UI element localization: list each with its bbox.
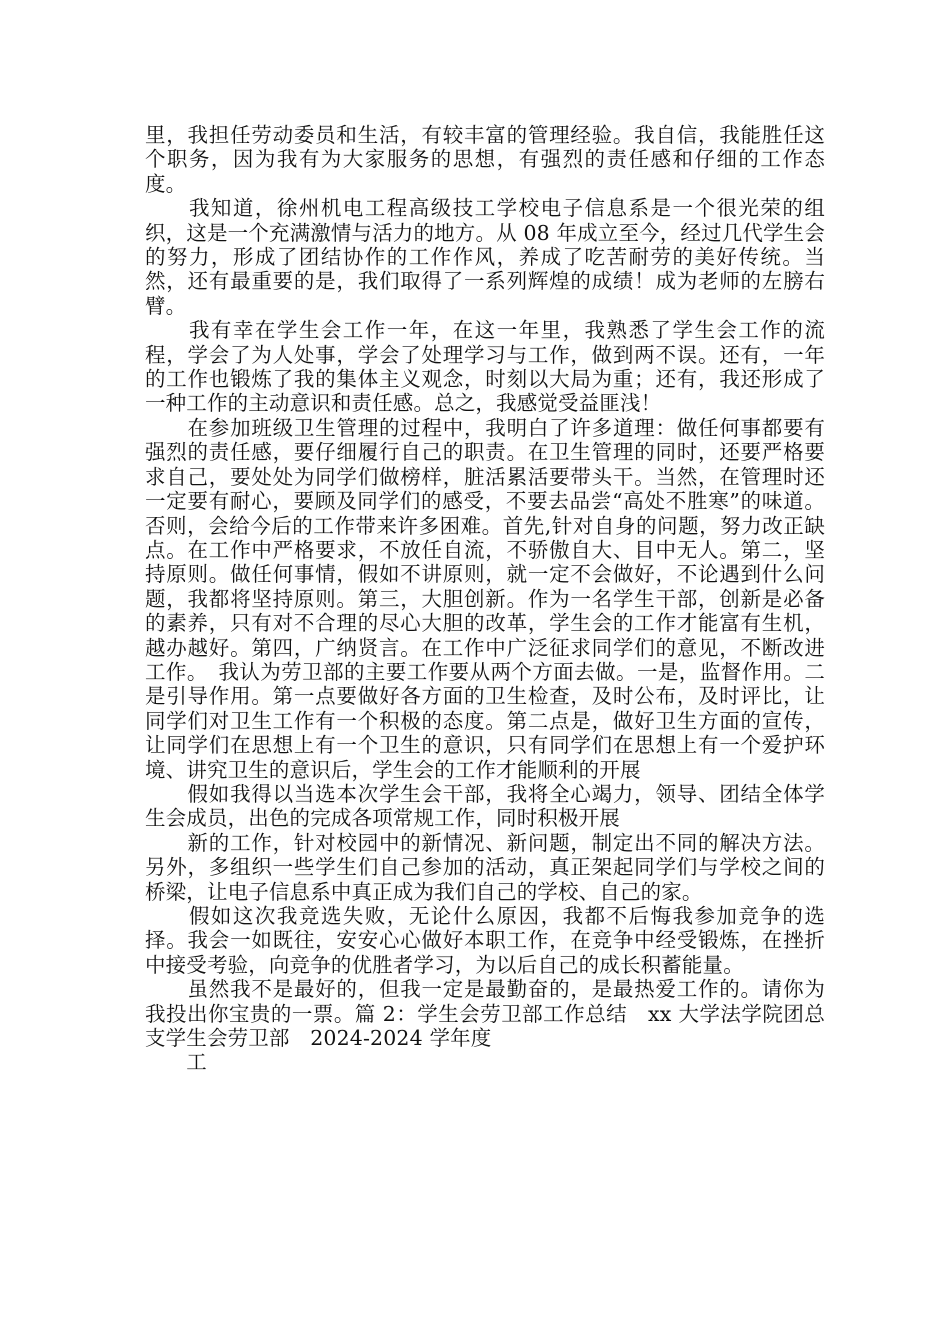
paragraph-1: 里，我担任劳动委员和生活，有较丰富的管理经验。我自信，我能胜任这个职务，因为我有为大家服务的思想，有强烈的责任感和仔细的工作态度。 <box>145 123 825 196</box>
paragraph-3: 我有幸在学生会工作一年，在这一年里，我熟悉了学生会工作的流程，学会了为人处事，学会了处理学习与工作，做到两不误。还有，一年的工作也锻炼了我的集体主义观念，时刻以大局为重；还有，我还形成了一种工作的主动意识和责任感。总之，我感觉受益匪浅！ <box>145 318 825 416</box>
paragraph-5: 假如我得以当选本次学生会干部，我将全心竭力，领导、团结全体学生会成员，出色的完成各项常规工作，同时积极开展 <box>145 781 825 831</box>
paragraph-6: 新的工作，针对校园中的新情况、新问题，制定出不同的解决方法。另外，多组织一些学生们自己参加的活动，真正架起同学们与学校之间的桥梁，让电子信息系中真正成为我们自己的学校、自己的家。 <box>145 830 825 904</box>
paragraph-7: 假如这次我竞选失败，无论什么原因，我都不后悔我参加竞争的选择。我会一如既往，安安心心做好本职工作，在竞争中经受锻炼，在挫折中接受考验，向竞争的优胜者学习，为以后自己的成长积蓄能量。 <box>145 904 825 977</box>
paragraph-9: 工 <box>145 1050 207 1075</box>
paragraph-4: 在参加班级卫生管理的过程中，我明白了许多道理：做任何事都要有强烈的责任感，要仔细履行自己的职责。在卫生管理的同时，还要严格要求自己，要处处为同学们做榜样，脏活累活要带头干。当然，在管理时还一定要有耐心，要顾及同学们的感受，不要去品尝“高处不胜寒”的味道。否则，会给今后的工作带来许多困难。首先,针对自身的问题，努力改正缺点。在工作中严格要求，不放任自流，不骄傲自大、目中无人。第二，坚持原则。做任何事情，假如不讲原则，就一定不会做好，不论遇到什么问题，我都将坚持原则。第三，大胆创新。作为一名学生干部，创新是必备的素养，只有对不合理的尽心大胆的改革，学生会的工作才能富有生机，越办越好。第四，广纳贤言。在工作中广泛征求同学们的意见，不断改进工作。 我认为劳卫部的主要工作要从两个方面去做。一是，监督作用。二是引导作用。第一点要做好各方面的卫生检查，及时公布，及时评比，让同学们对卫生工作有一个积极的态度。第二点是，做好卫生方面的宣传，让同学们在思想上有一个卫生的意识，只有同学们在思想上有一个爱护环境、讲究卫生的意识后，学生会的工作才能顺利的开展 <box>145 415 825 782</box>
document-body <box>145 123 825 1075</box>
paragraph-8: 虽然我不是最好的，但我一定是最勤奋的，是最热爱工作的。请你为我投出你宝贵的一票。篇 2：学生会劳卫部工作总结 xx 大学法学院团总支学生会劳卫部 2024-2024 学年度 <box>145 977 825 1051</box>
paragraph-2: 我知道，徐州机电工程高级技工学校电子信息系是一个很光荣的组织，这是一个充满激情与活力的地方。从 08 年成立至今，经过几代学生会的努力，形成了团结协作的工作作风，养成了吃苦耐劳的美好传统。当然，还有最重要的是，我们取得了一系列辉煌的成绩！成为老师的左膀右臂。 <box>145 196 825 318</box>
